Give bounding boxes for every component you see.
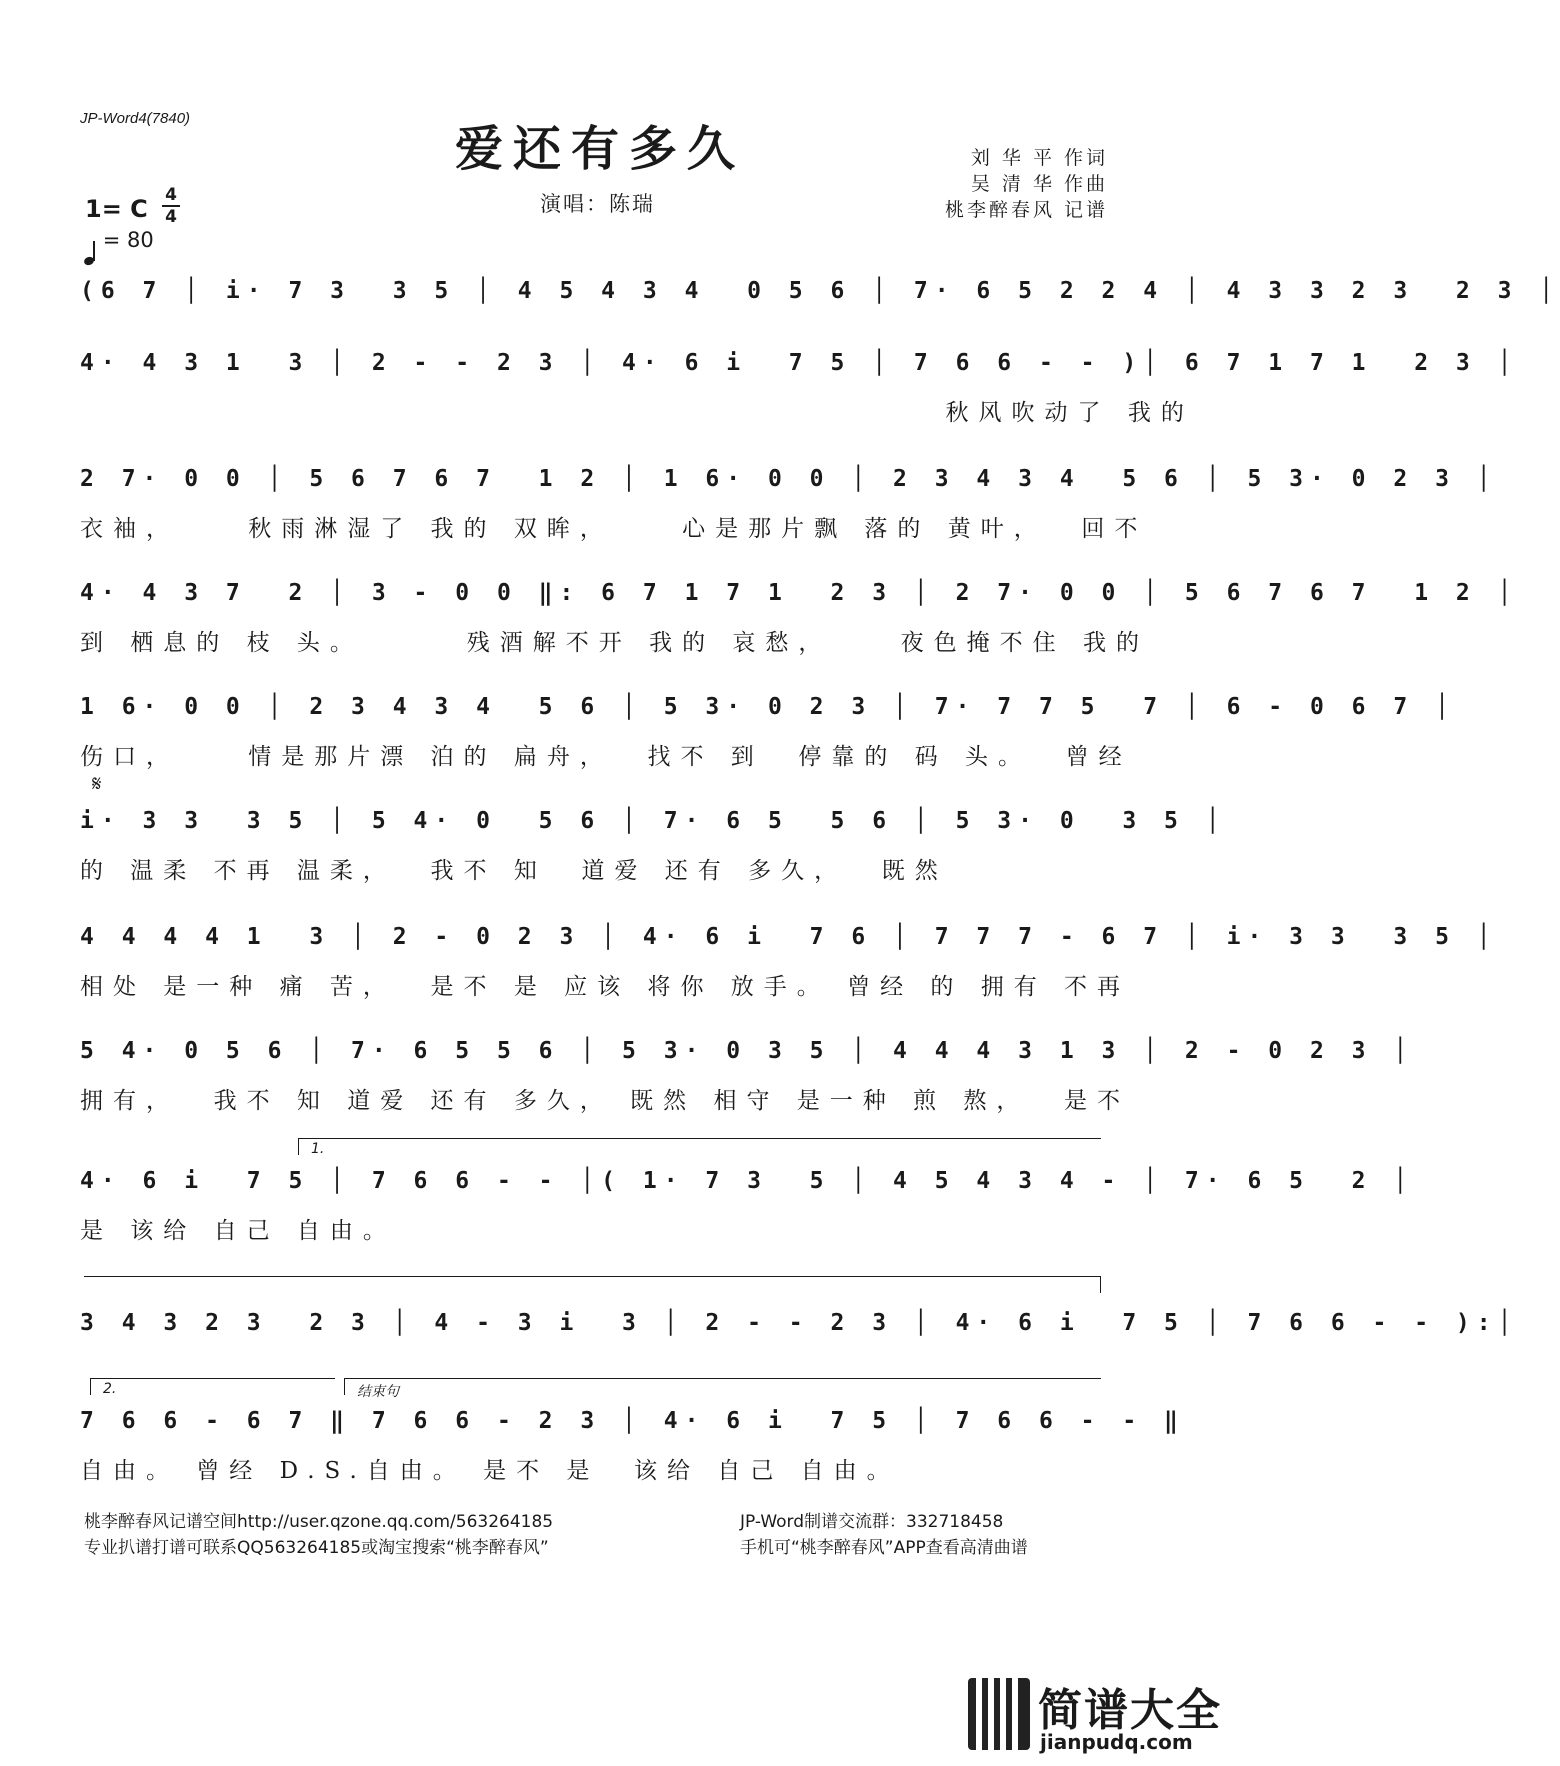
singer-credit: 演唱：陈瑞 xyxy=(540,192,655,216)
notes-line: 4 4 4 4 1 3 │ 2 - 0 2 3 │ 4· 6 i 7 6 │ 7 7 7 - 6 7 │ i· 3 3 3 5 │ xyxy=(80,924,1498,950)
time-denominator: 4 xyxy=(165,207,177,227)
first-ending-label: 1. xyxy=(311,1141,325,1157)
notes-line: 1 6· 0 0 │ 2 3 4 3 4 5 6 │ 5 3· 0 2 3 │ 7· 7 7 5 7 │ 6 - 0 6 7 │ xyxy=(80,694,1456,720)
first-ending-continuation xyxy=(84,1276,1101,1293)
segno-sign: 𝄋 xyxy=(92,772,102,797)
footer-right xyxy=(740,1509,1028,1561)
footer-space-link: 桃李醉春风记谱空间http://user.qzone.qq.com/563264185 xyxy=(84,1512,554,1532)
notes-line: (6 7 │ i· 7 3 3 5 │ 4 5 4 3 4 0 5 6 │ 7· 6 5 2 2 4 │ 4 3 3 2 3 2 3 │ xyxy=(80,278,1560,304)
tempo-value: = 80 xyxy=(102,228,154,252)
lyrics-line: 是 该给 自己 自由。 xyxy=(80,1218,396,1244)
lyrics-line: 秋风吹动了 我的 xyxy=(80,400,1194,426)
time-numerator: 4 xyxy=(165,185,177,205)
logo-site: jianpudq.com xyxy=(1040,1730,1193,1754)
notes-line: 7 6 6 - 6 7 ‖ 7 6 6 - 2 3 │ 4· 6 i 7 5 │ 7 6 6 - - ‖ xyxy=(80,1408,1185,1434)
lyrics-line: 拥有， 我不 知 道爱 还有 多久， 既然 相守 是一种 煎 熬， 是不 xyxy=(80,1088,1131,1114)
transcriber-credit: 桃李醉春风 记谱 xyxy=(944,199,1108,221)
notes-line: 4· 4 3 7 2 │ 3 - 0 0 ‖: 6 7 1 7 1 2 3 │ 2 7· 0 0 │ 5 6 7 6 7 1 2 │ xyxy=(80,580,1519,606)
coda-bracket xyxy=(344,1378,1101,1400)
composer-credit: 吴 清 华 作曲 xyxy=(970,173,1108,195)
footer-group: JP-Word制谱交流群：332718458 xyxy=(740,1512,1004,1532)
lyrics-line: 到 栖息的 枝 头。 残酒解不开 我的 哀愁， 夜色掩不住 我的 xyxy=(80,630,1149,656)
site-logo xyxy=(968,1674,1222,1758)
lyrics-line: 相处 是一种 痛 苦， 是不 是 应该 将你 放手。 曾经 的 拥有 不再 xyxy=(80,974,1131,1000)
first-ending-bracket xyxy=(298,1138,1101,1155)
notes-line: 4· 6 i 7 5 │ 7 6 6 - - │( 1· 7 3 5 │ 4 5 4 3 4 - │ 7· 6 5 2 │ xyxy=(80,1168,1415,1194)
notes-line: 5 4· 0 5 6 │ 7· 6 5 5 6 │ 5 3· 0 3 5 │ 4 4 4 3 1 3 │ 2 - 0 2 3 │ xyxy=(80,1038,1415,1064)
second-ending-bracket xyxy=(90,1378,335,1395)
tempo-marking xyxy=(84,228,154,252)
second-ending-label: 2. xyxy=(103,1381,117,1397)
lyrics-line: 自由。 曾经 D.S.自由。 是不 是 该给 自己 自由。 xyxy=(80,1458,900,1484)
footer-contact: 专业扒谱打谱可联系QQ563264185或淘宝搜索“桃李醉春风” xyxy=(84,1538,549,1558)
key-signature: 1= C xyxy=(85,195,148,223)
footer-left xyxy=(84,1509,553,1561)
coda-label: 结束句 xyxy=(357,1384,399,1400)
time-signature xyxy=(162,186,180,226)
notes-line: 4· 4 3 1 3 │ 2 - - 2 3 │ 4· 6 i 7 5 │ 7 6 6 - - )│ 6 7 1 7 1 2 3 │ xyxy=(80,350,1519,376)
credits xyxy=(945,145,1108,223)
logo-brand: 简谱大全 xyxy=(1038,1685,1222,1736)
notes-line: i· 3 3 3 5 │ 5 4· 0 5 6 │ 7· 6 5 5 6 │ 5 3· 0 3 5 │ xyxy=(80,808,1227,834)
footer-app: 手机可“桃李醉春风”APP查看高清曲谱 xyxy=(740,1538,1028,1558)
lyricist-credit: 刘 华 平 作词 xyxy=(970,147,1108,169)
notes-line: 2 7· 0 0 │ 5 6 7 6 7 1 2 │ 1 6· 0 0 │ 2 3 4 3 4 5 6 │ 5 3· 0 2 3 │ xyxy=(80,466,1498,492)
notes-line: 3 4 3 2 3 2 3 │ 4 - 3 i 3 │ 2 - - 2 3 │ 4· 6 i 7 5 │ 7 6 6 - - ):│ xyxy=(80,1310,1519,1336)
software-label: JP-Word4(7840) xyxy=(80,110,191,127)
song-title: 爱还有多久 xyxy=(454,121,745,177)
lyrics-line: 伤口， 情是那片漂 泊的 扁舟， 找不 到 停靠的 码 头。 曾经 xyxy=(80,744,1132,770)
lyrics-line: 的 温柔 不再 温柔， 我不 知 道爱 还有 多久， 既然 xyxy=(80,858,948,884)
lyrics-line: 衣袖， 秋雨淋湿了 我的 双眸， 心是那片飘 落的 黄叶， 回不 xyxy=(80,516,1148,542)
piano-keys-icon xyxy=(968,1678,1030,1750)
